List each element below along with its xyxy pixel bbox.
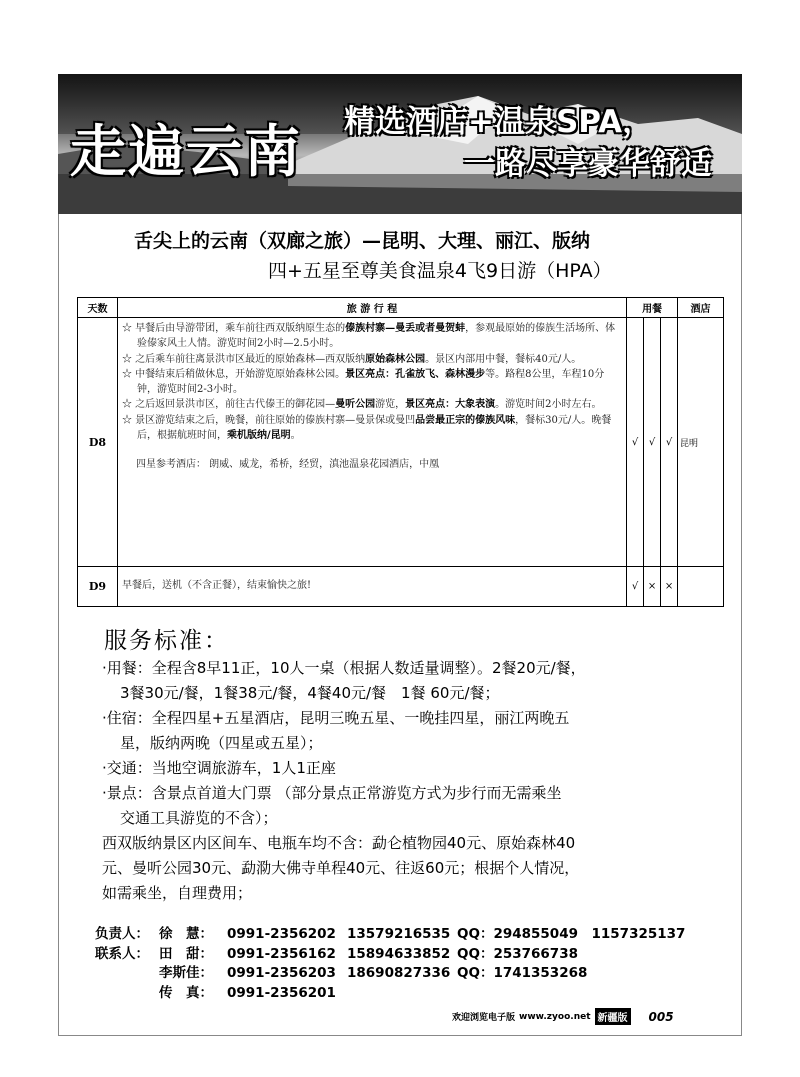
- service-lodging-line2: 星，版纳两晚（四星或五星）；: [120, 734, 323, 752]
- banner: [58, 74, 742, 214]
- trip-item: ☆ 之后返回景洪市区，前往古代傣王的御花园—曼听公园游览，景区亮点：大象表演。游览时间2小时左右。: [121, 399, 602, 411]
- banner-logo: 走遍云南: [70, 119, 302, 185]
- service-extra-line3: 如需乘坐，自理费用；: [102, 884, 253, 902]
- meal-lunch-mark: √: [644, 318, 661, 567]
- footer-site-link[interactable]: www.zyoo.net: [519, 1011, 591, 1022]
- trip-item: ☆ 中餐结束后稍做休息，开始游览原始森林公园。景区亮点：孔雀放飞、森林漫步等。路程8公里，车程10分钟，游览时间2-3小时。: [121, 368, 605, 396]
- footer-edition-badge: 新疆版: [595, 1008, 631, 1025]
- trip-item: ☆ 景区游览结束之后，晚餐，前往原始的傣族村寨—曼景保或曼凹品尝最正宗的傣族风味，餐标30元/人。晚餐后，根据航班时间，乘机版纳/昆明。: [121, 414, 612, 442]
- itinerary-row-d8: [78, 318, 724, 567]
- itinerary-row-d9: [78, 567, 724, 607]
- service-transport-line: ·交通：当地空调旅游车，1人1正座: [102, 759, 336, 777]
- hotel-cell: 昆明: [678, 318, 724, 567]
- trip-cell: [117, 567, 626, 607]
- contact-name: 李斯佳：: [159, 965, 213, 981]
- meal-breakfast-mark: √: [627, 318, 644, 567]
- meal-dinner-mark: ×: [661, 567, 678, 607]
- meal-breakfast-mark: √: [627, 567, 644, 607]
- service-extra-line2: 元、曼听公园30元、勐泐大佛寺单程40元、往返60元；根据个人情况，: [102, 859, 580, 877]
- contact-row: [95, 984, 685, 1004]
- contact-label: 联系人：: [95, 945, 149, 962]
- contact-mobile: 13579216535: [347, 926, 451, 942]
- hotel-cell: [678, 567, 724, 607]
- contact-label: [95, 984, 159, 1004]
- contact-phone: 0991-2356202: [227, 926, 336, 942]
- banner-slogan-line2: 一路尽享豪华舒适: [464, 146, 712, 182]
- day-cell: D9: [78, 567, 118, 607]
- service-sights-line2: 交通工具游览的不含）；: [120, 809, 278, 827]
- header-trip: 旅 游 行 程: [117, 298, 626, 318]
- header-day: 天数: [78, 298, 118, 318]
- contact-mobile: 18690827336: [347, 965, 451, 981]
- service-extra-line1: 西双版纳景区内区间车、电瓶车均不含：勐仑植物园40元、原始森林40: [102, 834, 576, 852]
- itinerary-table: [77, 297, 724, 607]
- service-title: 服务标准：: [104, 628, 229, 654]
- trip-item: ☆ 之后乘车前往离景洪市区最近的原始森林—西双版纳原始森林公园。景区内部用中餐，餐标40元/人。: [121, 353, 582, 365]
- contact-name: 田 甜：: [159, 945, 213, 962]
- service-meals-line1: ·用餐：全程含8早11正，10人一桌（根据人数适量调整）。2餐20元/餐，: [102, 659, 586, 677]
- route-subtitle: 四+五星至尊美食温泉4飞9日游（HPA）: [268, 260, 612, 282]
- contact-name: 传 真：: [159, 984, 213, 1001]
- header-meals: 用餐: [627, 298, 678, 318]
- page-number: 005: [648, 1009, 674, 1024]
- contact-mobile: 15894633852: [347, 945, 451, 962]
- contact-row: [95, 945, 685, 965]
- route-title: 舌尖上的云南（双廊之旅）—昆明、大理、丽江、版纳: [134, 230, 591, 252]
- contact-qq: QQ：1741353268: [457, 965, 588, 981]
- contact-name: 徐 慧：: [159, 926, 213, 942]
- service-meals-line2: 3餐30元/餐，1餐38元/餐，4餐40元/餐 1餐 60元/餐；: [120, 684, 500, 702]
- contact-qq: QQ：294855049 1157325137: [457, 926, 686, 942]
- hotel-reference-note: 四星参考酒店： 朗威、威龙，希桥，经贸，滇池温泉花园酒店，中凰: [135, 459, 440, 471]
- contact-phone: 0991-2356203: [227, 965, 336, 981]
- banner-slogan-line1: 精选酒店+温泉SPA，: [344, 104, 654, 140]
- service-sights-line1: ·景点：含景点首道大门票 （部分景点正常游览方式为步行而无需乘坐: [102, 784, 562, 802]
- service-body: [102, 656, 722, 906]
- meal-dinner-mark: √: [661, 318, 678, 567]
- itinerary-header-row: [78, 298, 724, 318]
- footer-welcome: 欢迎浏览电子版: [452, 1013, 516, 1023]
- contact-qq: QQ：253766738: [457, 945, 578, 962]
- contact-phone: 0991-2356201: [227, 984, 336, 1001]
- trip-item: ☆ 早餐后由导游带团，乘车前往西双版纳原生态的傣族村寨—曼丢或者曼贺蚌，参观最原始的傣族生活场所、体验傣家风土人情。游览时间2小时—2.5小时。: [121, 323, 616, 350]
- day-cell: D8: [78, 318, 118, 567]
- contact-label: [95, 964, 159, 984]
- header-hotel: 酒店: [678, 298, 724, 318]
- footer: [452, 1008, 674, 1025]
- contact-row: [95, 925, 685, 945]
- contacts-block: [95, 925, 685, 1003]
- contact-phone: 0991-2356162: [227, 945, 336, 962]
- meal-lunch-mark: ×: [644, 567, 661, 607]
- contact-row: [95, 964, 685, 984]
- trip-item: 早餐后，送机（不含正餐），结束愉快之旅!: [121, 580, 311, 592]
- contact-label: 负责人：: [95, 926, 149, 942]
- service-lodging-line1: ·住宿：全程四星+五星酒店，昆明三晚五星、一晚挂四星，丽江两晚五: [102, 709, 570, 727]
- trip-cell: [117, 318, 626, 567]
